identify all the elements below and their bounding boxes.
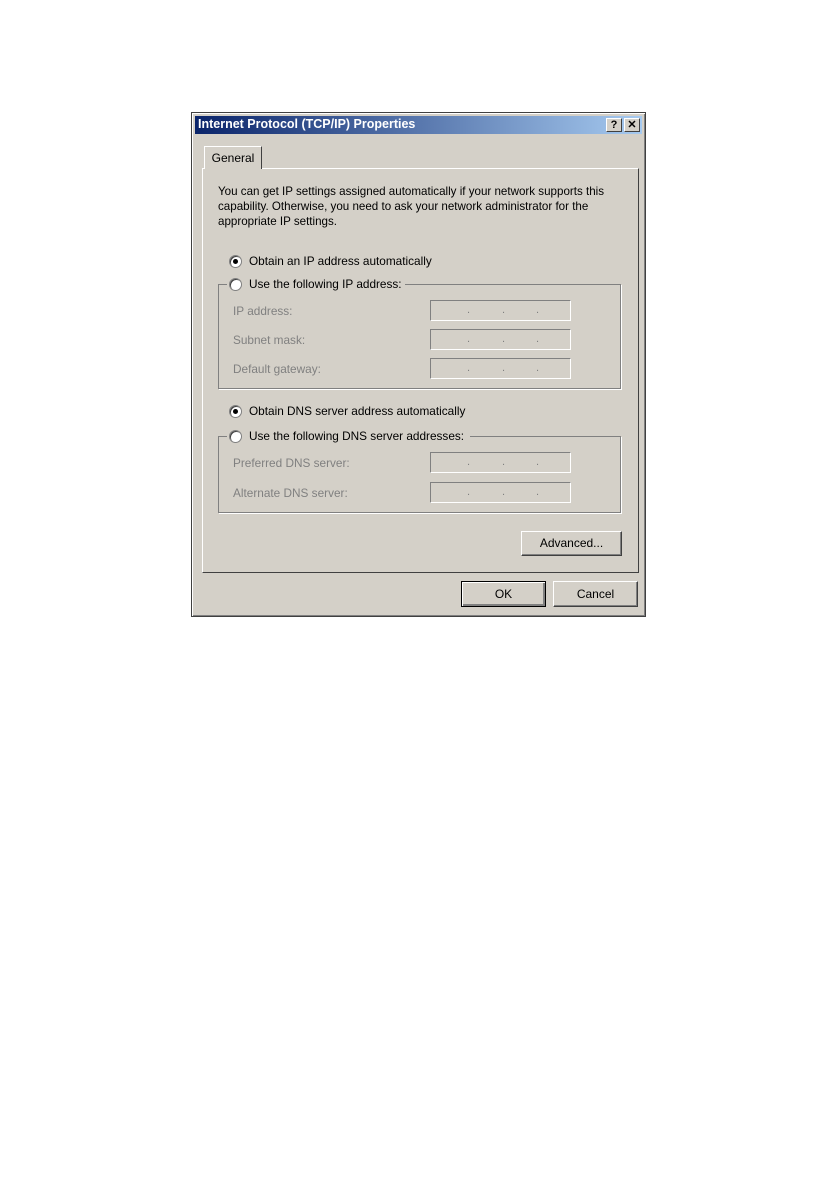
advanced-button[interactable]: Advanced... bbox=[521, 531, 622, 556]
preferred-dns-label: Preferred DNS server: bbox=[233, 456, 350, 470]
description-text: You can get IP settings assigned automatically if your network supports this capability. Otherwise, you need to ask your network administrator for the appropriate IP settings. bbox=[218, 185, 605, 228]
default-gateway-field[interactable] bbox=[430, 358, 571, 379]
radio-selected-dot bbox=[233, 409, 238, 414]
use-following-dns-radio[interactable] bbox=[229, 430, 242, 443]
ip-dot: . bbox=[467, 304, 471, 316]
obtain-ip-auto-label[interactable]: Obtain an IP address automatically bbox=[249, 254, 432, 268]
ip-dot: . bbox=[502, 486, 506, 498]
help-icon: ? bbox=[610, 119, 618, 131]
radio-selected-dot bbox=[233, 259, 238, 264]
ip-dot: . bbox=[467, 333, 471, 345]
ip-dot: . bbox=[467, 362, 471, 374]
window-title: Internet Protocol (TCP/IP) Properties bbox=[198, 117, 416, 131]
ip-dot: . bbox=[502, 333, 506, 345]
ip-dot: . bbox=[536, 362, 540, 374]
use-following-dns-label[interactable]: Use the following DNS server addresses: bbox=[249, 429, 465, 443]
ip-dot: . bbox=[536, 456, 540, 468]
default-gateway-label: Default gateway: bbox=[233, 362, 321, 376]
obtain-dns-auto-radio[interactable] bbox=[229, 405, 242, 418]
ip-dot: . bbox=[536, 333, 540, 345]
alternate-dns-label: Alternate DNS server: bbox=[233, 486, 348, 500]
ip-dot: . bbox=[502, 304, 506, 316]
subnet-mask-label: Subnet mask: bbox=[233, 333, 306, 347]
preferred-dns-field[interactable] bbox=[430, 452, 571, 473]
alternate-dns-field[interactable] bbox=[430, 482, 571, 503]
tcpip-properties-dialog bbox=[191, 112, 646, 617]
ip-dot: . bbox=[502, 456, 506, 468]
ip-dot: . bbox=[502, 362, 506, 374]
subnet-mask-field[interactable] bbox=[430, 329, 571, 350]
ip-address-label: IP address: bbox=[233, 304, 293, 318]
ok-button[interactable]: OK bbox=[461, 581, 546, 607]
ip-dot: . bbox=[467, 456, 471, 468]
cancel-button[interactable]: Cancel bbox=[553, 581, 638, 607]
ip-address-field[interactable] bbox=[430, 300, 571, 321]
tab-general[interactable] bbox=[204, 146, 262, 169]
ip-dot: . bbox=[467, 486, 471, 498]
close-button[interactable] bbox=[624, 118, 640, 132]
ip-dot: . bbox=[536, 304, 540, 316]
obtain-dns-auto-label[interactable]: Obtain DNS server address automatically bbox=[249, 404, 466, 418]
ip-dot: . bbox=[536, 486, 540, 498]
help-button[interactable] bbox=[606, 118, 622, 132]
use-following-ip-label[interactable]: Use the following IP address: bbox=[249, 277, 402, 291]
tab-general-label: General bbox=[211, 151, 255, 165]
use-following-ip-radio[interactable] bbox=[229, 278, 242, 291]
title-bar[interactable] bbox=[195, 116, 642, 134]
obtain-ip-auto-radio[interactable] bbox=[229, 255, 242, 268]
close-icon: ✕ bbox=[627, 119, 637, 131]
